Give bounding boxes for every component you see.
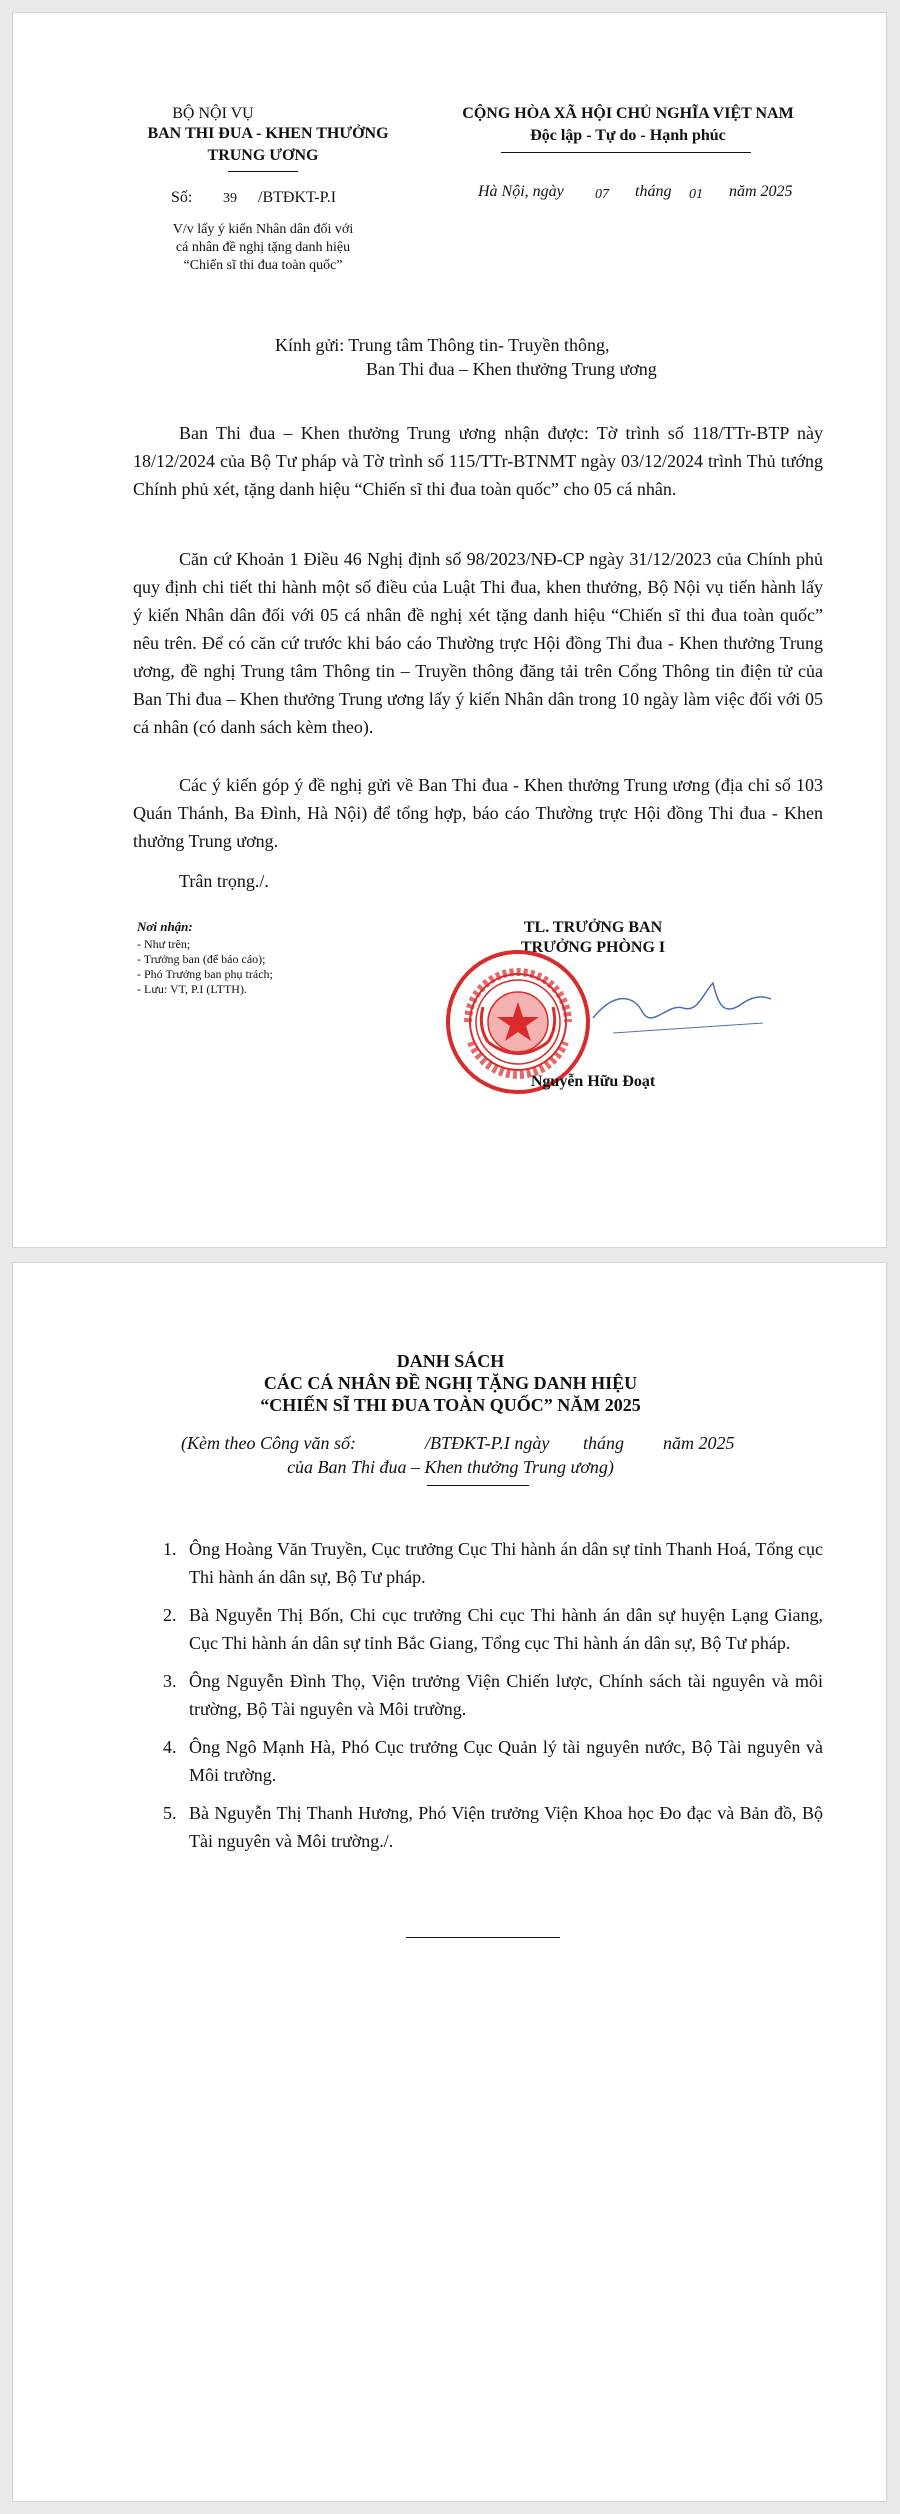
annex-subtitle-line2: của Ban Thi đua – Khen thưởng Trung ương) — [287, 1457, 614, 1477]
doc-number-label: Số: — [171, 189, 193, 206]
annex-title-line1: DANH SÁCH — [396, 1351, 505, 1371]
letter-page — [12, 12, 887, 1248]
subject-line1: V/v lấy ý kiến Nhân dân đối với — [172, 222, 354, 237]
list-item: 5. Bà Nguyễn Thị Thanh Hương, Phó Viện trưởng Viện Khoa học Đo đạc và Bản đồ, Bộ Tài nguyên và Môi trường./. — [163, 1803, 823, 1851]
agency-parent: BỘ NỘI VỤ — [172, 105, 254, 122]
handwritten-signature — [573, 963, 773, 1053]
recipients-title: Nơi nhận: — [137, 919, 193, 934]
annex-subtitle-a: (Kèm theo Công văn số: — [181, 1433, 356, 1453]
body-paragraph-2: Căn cứ Khoản 1 Điều 46 Nghị định số 98/2023/NĐ-CP ngày 31/12/2023 của Chính phủ quy định chi tiết thi hành một số điều của Luật Thi đua, khen thưởng, Bộ Nội vụ tiến hành lấy ý kiến Nhân dân đối với 05 cá nhân đề nghị xét tặng danh hiệu “Chiến sĩ thi đua toàn quốc” nêu trên. Để có căn cứ trước khi báo cáo Thường trực Hội đồng Thi đua - Khen thưởng Trung ương, đề nghị Trung tâm Thông tin – Truyền thông đăng tải trên Cổng Thông tin điện tử của Ban Thi đua – Khen thưởng Trung ương lấy ý kiến Nhân dân trong 10 ngày làm việc đối với 05 cá nhân (có danh sách kèm theo). — [133, 549, 823, 737]
agency-underline — [228, 171, 298, 172]
date-year: năm 2025 — [729, 183, 793, 200]
annex-subtitle-b: /BTĐKT-P.I ngày — [425, 1433, 550, 1453]
recipients-list — [137, 937, 273, 997]
annex-title-line3: “CHIẾN SĨ THI ĐUA TOÀN QUỐC” NĂM 2025 — [260, 1395, 641, 1415]
annex-subtitle-d: năm 2025 — [663, 1433, 735, 1453]
recipient-item: - Như trên; — [137, 937, 191, 951]
recipient-item: - Phó Trưởng ban phụ trách; — [137, 967, 273, 981]
list-item: 2. Bà Nguyễn Thị Bốn, Chi cục trưởng Chi cục Thi hành án dân sự huyện Lạng Giang, Cục Thi hành án dân sự tỉnh Bắc Giang, Tổng cục Thi hành án dân sự, Bộ Tư pháp. — [163, 1605, 823, 1653]
recipient-line1: Kính gửi: Trung tâm Thông tin- Truyền thông, — [275, 335, 610, 355]
subject-line2: cá nhân đề nghị tặng danh hiệu — [175, 240, 351, 255]
annex-page — [12, 1262, 887, 2502]
body-paragraph-1: Ban Thi đua – Khen thưởng Trung ương nhận được: Tờ trình số 118/TTr-BTP này 18/12/2024 của Bộ Tư pháp và Tờ trình số 115/TTr-BTNMT ngày 03/12/2024 trình Thủ tướng Chính phủ xét, tặng danh hiệu “Chiến sĩ thi đua toàn quốc” cho 05 cá nhân. — [133, 423, 823, 499]
body-paragraph-3: Các ý kiến góp ý đề nghị gửi về Ban Thi đua - Khen thưởng Trung ương (địa chỉ số 103 Quán Thánh, Ba Đình, Hà Nội) để tổng hợp, báo cáo Thường trực Hội đồng Thi đua - Khen thưởng Trung ương. — [133, 775, 823, 851]
motto-underline — [501, 152, 751, 153]
country-name: CỘNG HÒA XÃ HỘI CHỦ NGHĨA VIỆT NAM — [462, 105, 794, 122]
closing: Trân trọng./. — [179, 871, 269, 891]
agency-name-line2: TRUNG ƯƠNG — [207, 147, 319, 164]
list-item: 1. Ông Hoàng Văn Truyền, Cục trưởng Cục Thi hành án dân sự tỉnh Thanh Hoá, Tổng cục Thi hành án dân sự, Bộ Tư pháp. — [163, 1539, 823, 1587]
national-motto: Độc lập - Tự do - Hạnh phúc — [530, 127, 726, 144]
subject — [123, 221, 403, 275]
date-prefix: Hà Nội, ngày — [478, 183, 564, 200]
date-month: 01 — [689, 187, 703, 202]
annex-list — [163, 1535, 823, 1865]
list-item: 4. Ông Ngô Mạnh Hà, Phó Cục trưởng Cục Quản lý tài nguyên nước, Bộ Tài nguyên và Môi trường. — [163, 1737, 823, 1785]
recipient-item: - Trưởng ban (để báo cáo); — [137, 952, 266, 966]
subject-line3: “Chiến sĩ thi đua toàn quốc” — [183, 258, 343, 273]
recipient-line2: Ban Thi đua – Khen thưởng Trung ương — [366, 359, 657, 379]
date-month-label: tháng — [635, 183, 672, 200]
annex-title-underline — [427, 1485, 529, 1486]
annex-subtitle-c: tháng — [583, 1433, 625, 1453]
end-rule — [406, 1937, 560, 1938]
recipient-item: - Lưu: VT, P.I (LTTH). — [137, 982, 247, 996]
annex-title-line2: CÁC CÁ NHÂN ĐỀ NGHỊ TẶNG DANH HIỆU — [263, 1373, 638, 1393]
signer-name: Nguyễn Hữu Đoạt — [530, 1073, 656, 1090]
signer-title-line2: TRƯỞNG PHÒNG I — [520, 939, 666, 956]
signer-title-line1: TL. TRƯỞNG BAN — [523, 919, 663, 936]
agency-name-line1: BAN THI ĐUA - KHEN THƯỞNG — [147, 125, 389, 142]
date-day: 07 — [595, 187, 609, 202]
doc-number-suffix: /BTĐKT-P.I — [258, 189, 337, 206]
list-item: 3. Ông Nguyễn Đình Thọ, Viện trưởng Viện Chiến lược, Chính sách tài nguyên và môi trường, Bộ Tài nguyên và Môi trường. — [163, 1671, 823, 1719]
doc-number-value: 39 — [223, 191, 237, 206]
